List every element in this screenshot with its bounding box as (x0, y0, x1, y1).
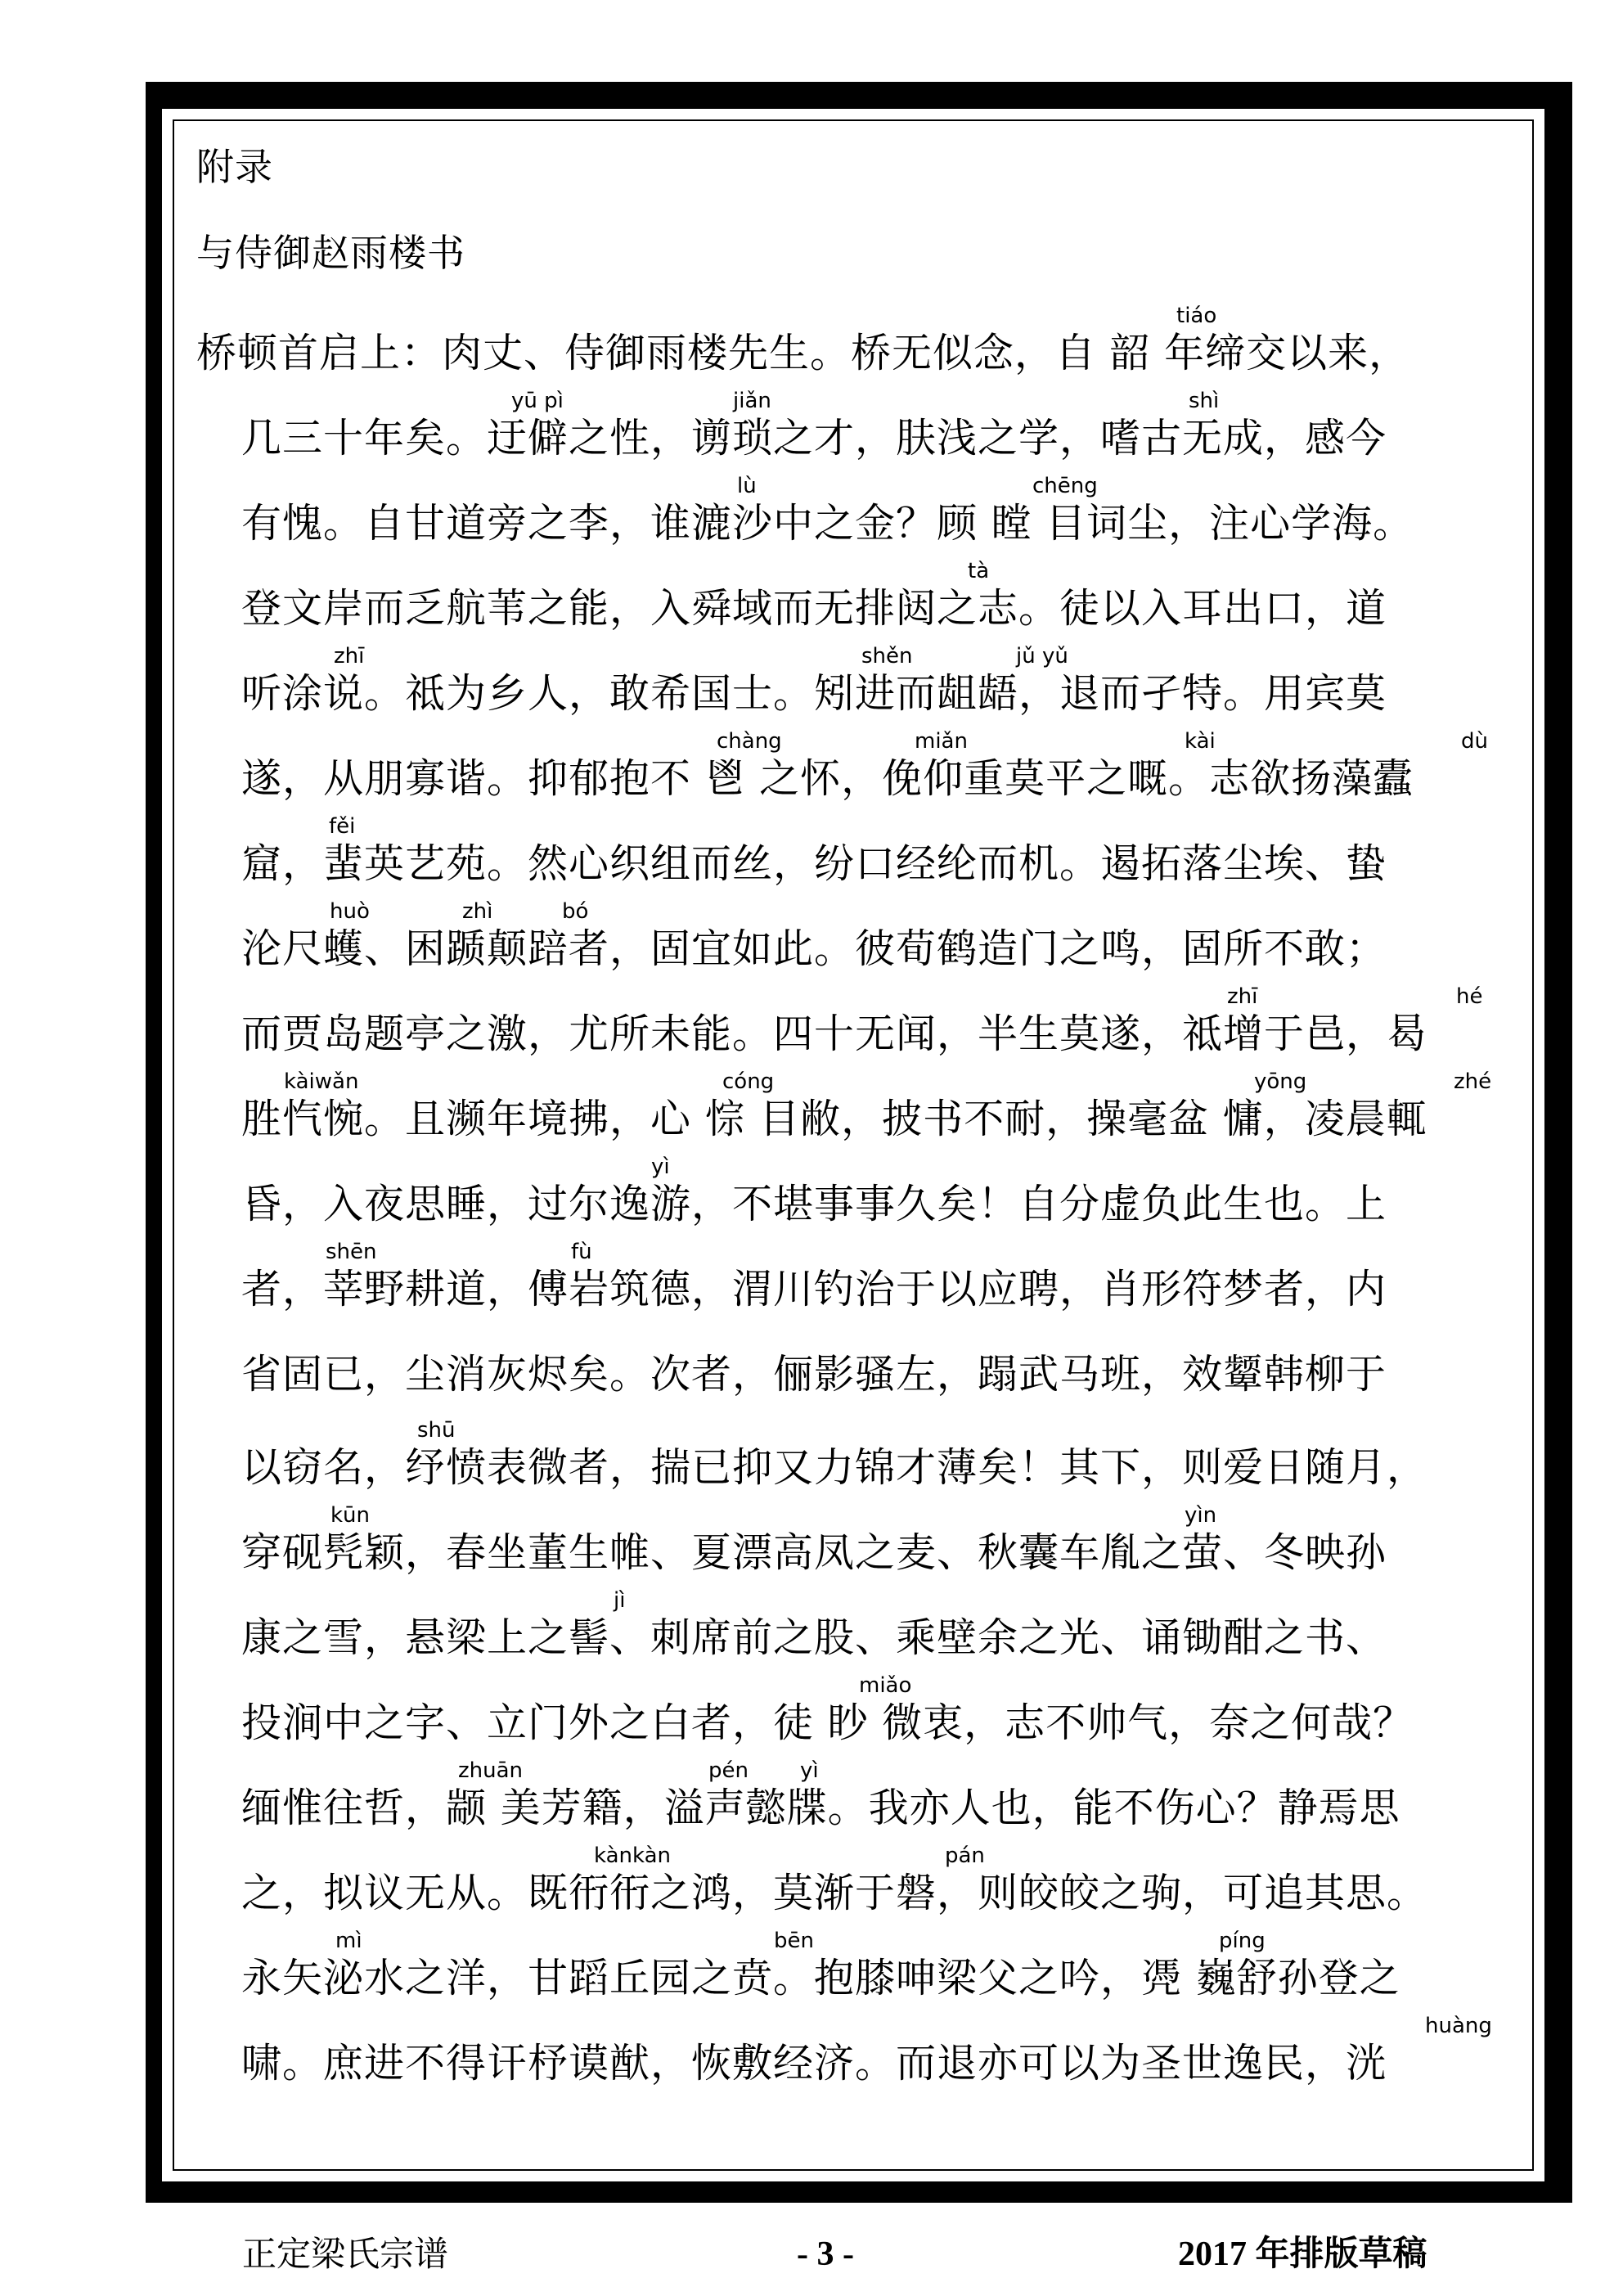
pinyin-annotation: yōng (1254, 1069, 1307, 1094)
pinyin-annotation: zhì (462, 899, 493, 924)
pinyin-annotation: shēn (326, 1240, 377, 1264)
pinyin-annotation: yū pì (511, 389, 564, 413)
body-line: 者，莘野耕道，傅岩筑德，渭川钓治于以应聘，肖形符梦者，内 (241, 1266, 1387, 1312)
pinyin-annotation: miǎo (859, 1673, 912, 1698)
page-number: - 3 - (797, 2235, 854, 2273)
pinyin-annotation: bēn (774, 1929, 814, 1953)
pinyin-annotation: jì (614, 1588, 626, 1613)
pinyin-annotation: kūn (330, 1503, 371, 1528)
body-line: 之，拟议无从。既衎衎之鸿，莫渐于磐，则皎皎之驹，可追其思。 (241, 1870, 1428, 1916)
body-line: 投涧中之字、立门外之白者，徒 眇 微衷，志不帅气，奈之何哉？ (241, 1699, 1414, 1746)
body-line: 桥顿首启上：肉丈、侍御雨楼先生。桥无似念，自 韶 年缔交以来， (196, 330, 1410, 376)
pinyin-annotation: huàng (1425, 2014, 1492, 2038)
pinyin-annotation: chàng (717, 729, 782, 754)
pinyin-annotation: zhī (334, 644, 365, 669)
body-line: 胜忾惋。且濒年境拂，心 悰 目敝，披书不耐，操毫盆 慵，凌晨輒 (241, 1096, 1427, 1142)
pinyin-annotation: kài (1185, 729, 1216, 754)
body-line: 而贾岛题亭之激，尤所未能。四十无闻，半生莫遂，祗增于邑，曷 (241, 1011, 1428, 1057)
body-line: 遂，从朋寡谐。抑郁抱不 鬯 之怀，俛仰重莫平之嘅。志欲扬藻蠹 (241, 755, 1414, 802)
section-title: 附录 (196, 145, 273, 189)
body-line: 沦尺蠖、困踬颠踣者，固宜如此。彼荀鹤造门之鸣，固所不敢； (241, 925, 1387, 972)
pinyin-annotation: cóng (722, 1069, 775, 1094)
body-line: 登文岸而乏航苇之能，入舜域而无排闼之志。徒以入耳出口，道 (241, 585, 1387, 632)
pinyin-annotation: bó (562, 899, 589, 924)
pinyin-annotation: zhī (1227, 984, 1258, 1009)
pinyin-annotation: shěn (861, 644, 913, 669)
pinyin-annotation: zhuān (458, 1758, 524, 1783)
pinyin-annotation: kànkàn (594, 1844, 672, 1868)
pinyin-annotation: zhé (1454, 1069, 1492, 1094)
letter-title: 与侍御赵雨楼书 (196, 231, 465, 275)
pinyin-annotation: huò (330, 899, 370, 924)
pinyin-annotation: shì (1189, 389, 1220, 413)
pinyin-annotation: yì (800, 1758, 819, 1783)
body-line: 啸。庶进不得讦杼谟猷，恢敷经济。而退亦可以为圣世逸民，洸 (241, 2040, 1387, 2087)
pinyin-annotation: hé (1456, 984, 1483, 1009)
pinyin-annotation: chēng (1032, 474, 1098, 498)
pinyin-annotation: kàiwǎn (284, 1069, 359, 1094)
body-line: 省固已，尘消灰烬矣。次者，俪影骚左，蹋武马班，效颦韩柳于 (241, 1351, 1387, 1398)
pinyin-annotation: shū (417, 1418, 456, 1443)
pinyin-annotation: jiǎn (733, 389, 771, 413)
body-line: 永矢泌水之洋，甘蹈丘园之贲。抱膝呻梁父之吟，凴 巍舒孙登之 (241, 1955, 1400, 2001)
footer-left: 正定梁氏宗谱 (242, 2234, 449, 2274)
pinyin-annotation: yì (651, 1155, 670, 1179)
pinyin-annotation: tiáo (1176, 304, 1217, 328)
body-line: 穿砚髠颖，春坐董生帷、夏漂高凤之麦、秋囊车胤之萤、冬映孙 (241, 1529, 1387, 1576)
body-line: 昏，入夜思睡，过尔逸游，不堪事事久矣！自分虚负此生也。上 (241, 1181, 1387, 1227)
body-line: 窟，蜚英艺苑。然心织组而丝，纷口经纶而机。遏拓落尘埃、蛰 (241, 840, 1387, 887)
body-line: 康之雪，悬梁上之髻、刺席前之股、乘壁余之光、诵锄酣之书、 (241, 1614, 1387, 1661)
pinyin-annotation: píng (1219, 1929, 1266, 1953)
body-line: 几三十年矣。迂僻之性，谫琐之才，肤浅之学，嗜古无成，感今 (241, 415, 1387, 461)
pinyin-annotation: dù (1461, 729, 1488, 754)
pinyin-annotation: lù (737, 474, 757, 498)
pinyin-annotation: tà (968, 559, 990, 583)
pinyin-annotation: fù (571, 1240, 592, 1264)
pinyin-annotation: mì (335, 1929, 362, 1953)
pinyin-annotation: pán (945, 1844, 985, 1868)
pinyin-annotation: fěi (329, 814, 356, 839)
footer-right: 2017 年排版草稿 (1178, 2235, 1427, 2273)
pinyin-annotation: yìn (1185, 1503, 1217, 1528)
pinyin-annotation: pén (708, 1758, 749, 1783)
body-line: 听涂说。祗为乡人，敢希国士。矧进而龃龉，退而孑特。用宾莫 (241, 670, 1387, 717)
body-line: 以窃名，纾愤表微者，揣已抑又力锦才薄矣！其下，则爱日随月， (241, 1444, 1428, 1491)
pinyin-annotation: jǔ yǔ (1016, 644, 1068, 669)
pinyin-annotation: miǎn (915, 729, 968, 754)
body-line: 缅惟往哲，颛 美芳籍，溢声懿牒。我亦人也，能不伤心？静焉思 (241, 1785, 1400, 1831)
body-line: 有愧。自甘道旁之李，谁漉沙中之金？顾 瞠 目词尘，注心学海。 (241, 500, 1414, 547)
